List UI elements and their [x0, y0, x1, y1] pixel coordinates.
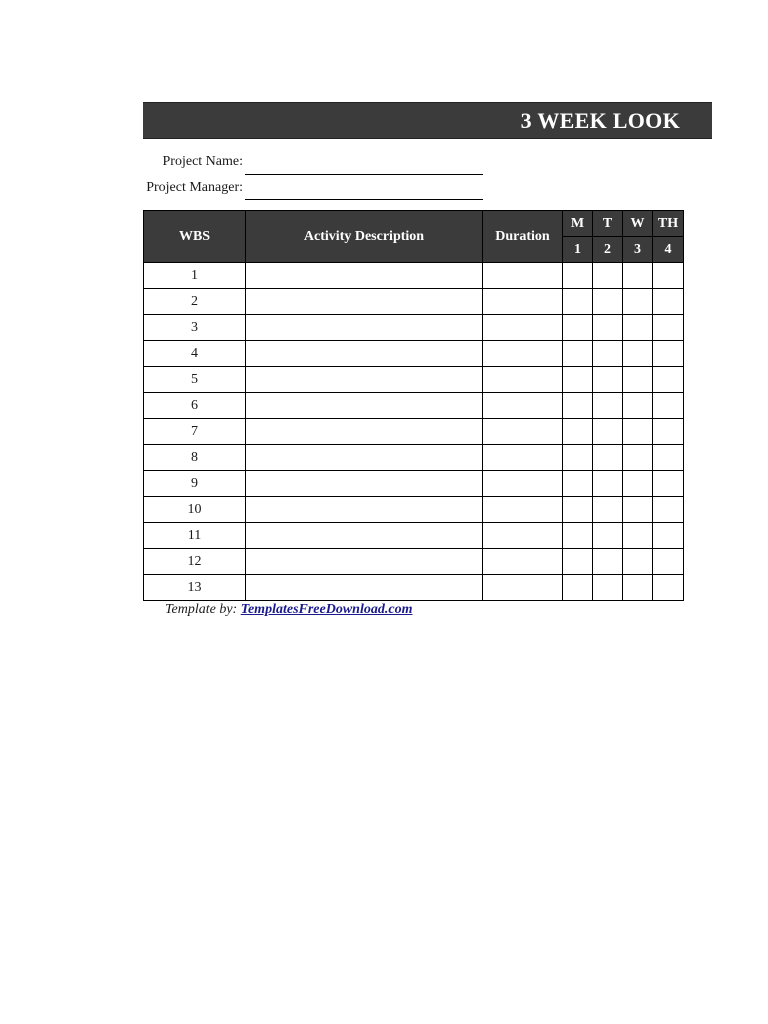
cell-activity[interactable]: [246, 419, 483, 445]
header-day-th: TH: [653, 211, 684, 237]
cell-day-2[interactable]: [593, 263, 623, 289]
cell-day-3[interactable]: [623, 549, 653, 575]
cell-day-3[interactable]: [623, 471, 653, 497]
footer-prefix: Template by:: [165, 602, 238, 617]
cell-day-1[interactable]: [563, 575, 593, 601]
cell-day-1[interactable]: [563, 315, 593, 341]
cell-activity[interactable]: [246, 341, 483, 367]
cell-activity[interactable]: [246, 523, 483, 549]
cell-duration[interactable]: [483, 523, 563, 549]
footer-link[interactable]: TemplatesFreeDownload.com: [240, 602, 413, 617]
header-day-m: M: [563, 211, 593, 237]
cell-day-3[interactable]: [623, 575, 653, 601]
header-day-num-2: 2: [593, 237, 623, 263]
cell-day-1[interactable]: [563, 445, 593, 471]
table-row: [144, 549, 684, 575]
cell-day-4[interactable]: [653, 549, 684, 575]
table-row: [144, 341, 684, 367]
cell-day-2[interactable]: [593, 341, 623, 367]
cell-wbs: 7: [144, 419, 246, 445]
cell-day-3[interactable]: [623, 497, 653, 523]
cell-day-2[interactable]: [593, 523, 623, 549]
table-row: [144, 315, 684, 341]
cell-day-2[interactable]: [593, 315, 623, 341]
table-row: [144, 367, 684, 393]
table-row: [144, 445, 684, 471]
cell-duration[interactable]: [483, 263, 563, 289]
header-duration: Duration: [483, 211, 563, 263]
cell-day-3[interactable]: [623, 263, 653, 289]
cell-wbs: 8: [144, 445, 246, 471]
table-row: [144, 497, 684, 523]
cell-day-2[interactable]: [593, 445, 623, 471]
cell-day-4[interactable]: [653, 367, 684, 393]
cell-duration[interactable]: [483, 497, 563, 523]
cell-duration[interactable]: [483, 341, 563, 367]
table-row: [144, 575, 684, 601]
cell-day-3[interactable]: [623, 341, 653, 367]
cell-wbs: 3: [144, 315, 246, 341]
cell-wbs: 11: [144, 523, 246, 549]
cell-day-3[interactable]: [623, 445, 653, 471]
project-name-field[interactable]: [245, 174, 483, 175]
cell-day-1[interactable]: [563, 367, 593, 393]
cell-duration[interactable]: [483, 419, 563, 445]
cell-wbs: 9: [144, 471, 246, 497]
cell-day-2[interactable]: [593, 471, 623, 497]
cell-day-4[interactable]: [653, 471, 684, 497]
cell-day-2[interactable]: [593, 289, 623, 315]
project-name-label: Project Name:: [162, 154, 243, 169]
cell-day-3[interactable]: [623, 289, 653, 315]
cell-day-1[interactable]: [563, 549, 593, 575]
cell-wbs: 4: [144, 341, 246, 367]
table-row: [144, 523, 684, 549]
cell-day-4[interactable]: [653, 497, 684, 523]
cell-day-4[interactable]: [653, 419, 684, 445]
cell-day-4[interactable]: [653, 315, 684, 341]
cell-wbs: 12: [144, 549, 246, 575]
table-row: [144, 419, 684, 445]
cell-day-4[interactable]: [653, 341, 684, 367]
cell-day-3[interactable]: [623, 367, 653, 393]
table-row: [144, 263, 684, 289]
cell-day-1[interactable]: [563, 289, 593, 315]
cell-duration[interactable]: [483, 445, 563, 471]
title-bar: [143, 102, 712, 139]
cell-activity[interactable]: [246, 393, 483, 419]
cell-activity[interactable]: [246, 549, 483, 575]
cell-duration[interactable]: [483, 315, 563, 341]
footer-credit: [165, 601, 412, 619]
cell-day-4[interactable]: [653, 575, 684, 601]
cell-day-2[interactable]: [593, 497, 623, 523]
table-row: [144, 393, 684, 419]
table-row: [144, 471, 684, 497]
cell-duration[interactable]: [483, 471, 563, 497]
cell-day-4[interactable]: [653, 289, 684, 315]
cell-duration[interactable]: [483, 367, 563, 393]
cell-activity[interactable]: [246, 497, 483, 523]
cell-day-1[interactable]: [563, 341, 593, 367]
cell-activity[interactable]: [246, 445, 483, 471]
cell-day-4[interactable]: [653, 523, 684, 549]
header-wbs: WBS: [144, 211, 246, 263]
header-activity-description: Activity Description: [246, 211, 483, 263]
cell-day-1[interactable]: [563, 523, 593, 549]
schedule-table: [143, 210, 684, 601]
cell-day-3[interactable]: [623, 419, 653, 445]
cell-day-4[interactable]: [653, 393, 684, 419]
cell-wbs: 6: [144, 393, 246, 419]
project-manager-label: Project Manager:: [146, 180, 243, 195]
cell-day-4[interactable]: [653, 445, 684, 471]
header-day-num-1: 1: [563, 237, 593, 263]
cell-day-1[interactable]: [563, 497, 593, 523]
header-day-num-4: 4: [653, 237, 684, 263]
cell-activity[interactable]: [246, 575, 483, 601]
cell-activity[interactable]: [246, 367, 483, 393]
cell-day-3[interactable]: [623, 393, 653, 419]
cell-day-2[interactable]: [593, 419, 623, 445]
cell-day-3[interactable]: [623, 523, 653, 549]
page-title: 3 WEEK LOOK: [520, 108, 680, 133]
header-day-t: T: [593, 211, 623, 237]
cell-day-2[interactable]: [593, 367, 623, 393]
cell-duration[interactable]: [483, 575, 563, 601]
cell-day-2[interactable]: [593, 393, 623, 419]
table-row: [144, 289, 684, 315]
cell-wbs: 2: [144, 289, 246, 315]
cell-day-1[interactable]: [563, 419, 593, 445]
header-day-w: W: [623, 211, 653, 237]
cell-activity[interactable]: [246, 289, 483, 315]
cell-wbs: 10: [144, 497, 246, 523]
cell-wbs: 5: [144, 367, 246, 393]
cell-day-4[interactable]: [653, 263, 684, 289]
cell-day-2[interactable]: [593, 575, 623, 601]
cell-wbs: 13: [144, 575, 246, 601]
schedule-body: [144, 263, 684, 601]
cell-activity[interactable]: [246, 263, 483, 289]
header-day-num-3: 3: [623, 237, 653, 263]
cell-day-1[interactable]: [563, 393, 593, 419]
cell-activity[interactable]: [246, 471, 483, 497]
cell-duration[interactable]: [483, 289, 563, 315]
cell-day-3[interactable]: [623, 315, 653, 341]
cell-day-2[interactable]: [593, 549, 623, 575]
cell-day-1[interactable]: [563, 471, 593, 497]
cell-duration[interactable]: [483, 393, 563, 419]
cell-activity[interactable]: [246, 315, 483, 341]
cell-day-1[interactable]: [563, 263, 593, 289]
cell-wbs: 1: [144, 263, 246, 289]
project-manager-field[interactable]: [245, 199, 483, 200]
cell-duration[interactable]: [483, 549, 563, 575]
